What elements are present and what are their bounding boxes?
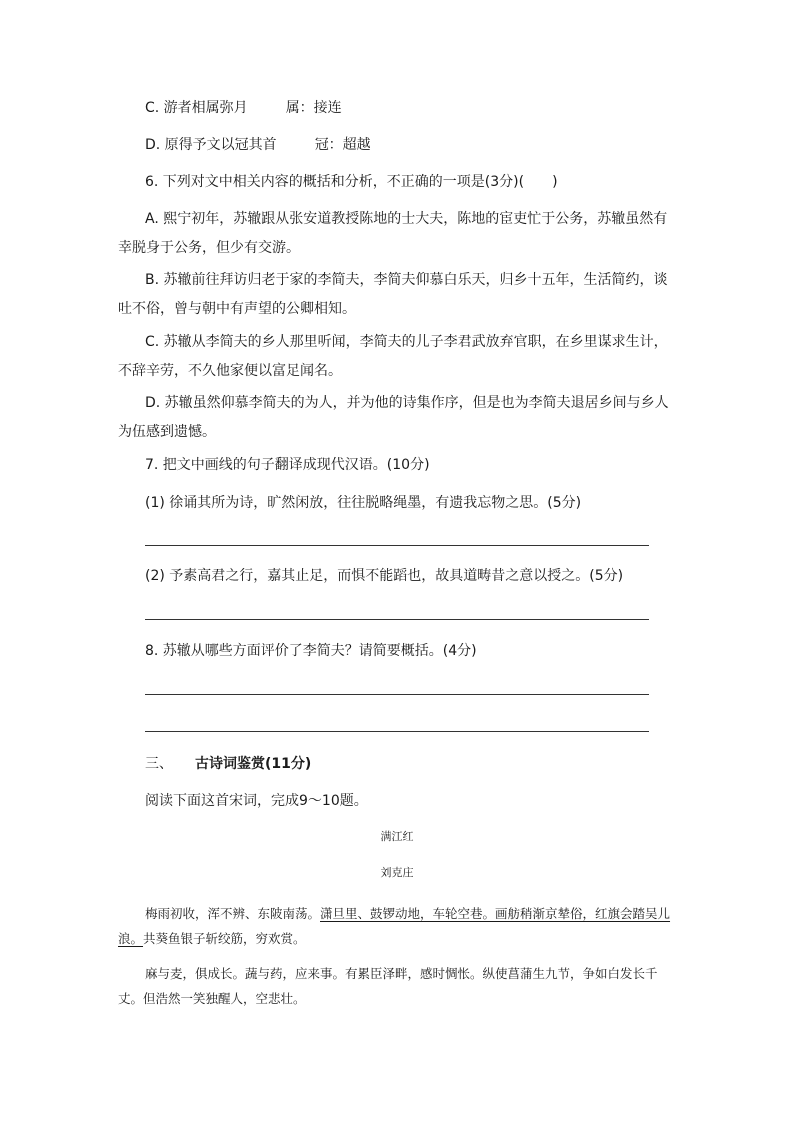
option-6c: C. 苏辙从李简夫的乡人那里听闻，李简夫的儿子李君武放弃官职，在乡里谋求生计，不辞辛劳，不久他家便以富足闻名。 xyxy=(118,334,668,379)
question-7-sentence-2: (2) 予素高君之行，嘉其止足，而惧不能蹈也，故具道畴昔之意以授之。(5分) xyxy=(145,568,624,584)
option-5d-sentence: D. 原得予文以冠其首 xyxy=(145,137,277,153)
answer-line[interactable] xyxy=(145,545,649,546)
poem-title: 满江红 xyxy=(380,830,414,843)
poem-text: 共葵鱼银子斩绞筋，穷欢赏。 xyxy=(143,931,306,946)
poem-author: 刘克庄 xyxy=(380,866,414,879)
option-6b: B. 苏辙前往拜访归老于家的李简夫，李简夫仰慕白乐天，归乡十五年，生活简约，谈吐不俗，曾与朝中有声望的公卿相知。 xyxy=(118,272,668,317)
question-7-sentence-1: (1) 徐诵其所为诗，旷然闲放，往往脱略绳墨，有遗我忘物之思。(5分) xyxy=(145,495,582,511)
option-5d xyxy=(145,135,371,155)
poem-stanza-2: 麻与麦，俱成长。蔬与药，应来事。有累臣泽畔，感时惆怅。纵使菖蒲生九节，争如白发长千丈。但浩然一笑独醒人，空悲壮。 xyxy=(118,966,658,1006)
option-5c-gloss: 属：接连 xyxy=(285,100,342,116)
section-3-heading xyxy=(145,754,311,774)
poem-stanza-1 xyxy=(118,901,678,951)
answer-line[interactable] xyxy=(145,619,649,620)
answer-line[interactable] xyxy=(145,694,649,695)
section-number: 三、 xyxy=(145,756,173,772)
answer-line[interactable] xyxy=(145,731,649,732)
question-8-stem: 8. 苏辙从哪些方面评价了李简夫？请简要概括。(4分) xyxy=(145,643,477,659)
section-3-intro: 阅读下面这首宋词，完成9～10题。 xyxy=(145,793,368,809)
poem-text: 梅雨初收，浑不辨、东陂南荡。 xyxy=(145,906,321,921)
poem-underlined-text: 潇旦里、鼓锣动地，车轮空巷。画舫稍渐京辇俗，红旗会踏吴儿浪。 xyxy=(118,906,671,946)
option-6a: A. 熙宁初年，苏辙跟从张安道教授陈地的士大夫，陈地的宦吏忙于公务，苏辙虽然有幸脱身于公务，但少有交游。 xyxy=(118,211,668,256)
option-5c-sentence: C. 游者相属弥月 xyxy=(145,100,248,116)
question-7-stem: 7. 把文中画线的句子翻译成现代汉语。(10分) xyxy=(145,457,430,473)
option-5c xyxy=(145,98,342,118)
option-6d: D. 苏辙虽然仰慕李简夫的为人，并为他的诗集作序，但是也为李简夫退居乡间与乡人为伍感到遗憾。 xyxy=(118,395,669,440)
section-title: 古诗词鉴赏(11分) xyxy=(195,756,312,772)
question-6-stem: 6. 下列对文中相关内容的概括和分析，不正确的一项是(3分)( ) xyxy=(145,174,558,190)
option-5d-gloss: 冠：超越 xyxy=(314,137,371,153)
